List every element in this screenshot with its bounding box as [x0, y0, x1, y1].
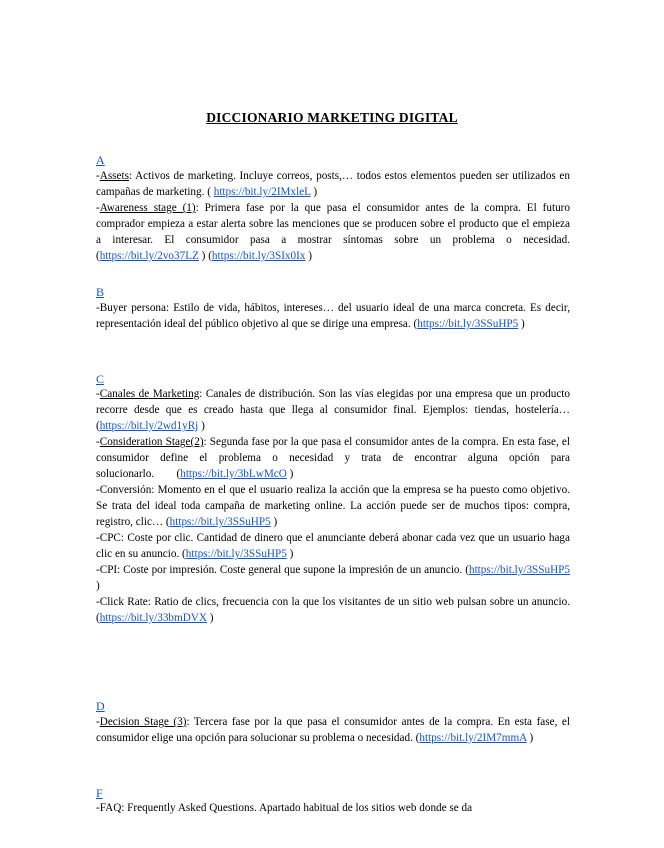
- section-f: [96, 800, 570, 816]
- section-letter-d: D: [96, 699, 105, 713]
- reference-link[interactable]: https://bit.ly/2wd1yRj: [99, 420, 199, 432]
- reference-link[interactable]: https://bit.ly/2IM7mmA: [419, 732, 527, 744]
- reference-link[interactable]: https://bit.ly/3SSuHP5: [417, 318, 519, 330]
- entry-cpc: -CPC: Coste por clic. Cantidad de dinero que el anunciante deberá abonar cada vez que un usuario haga clic en su anuncio. (https://bit.ly/3SSuHP5 ): [96, 532, 570, 560]
- reference-link[interactable]: https://bit.ly/2vo37LZ: [99, 250, 199, 262]
- term: Assets: [99, 170, 129, 182]
- reference-link[interactable]: https://bit.ly/3SSuHP5: [468, 564, 570, 576]
- entry-canales-de-marketing: -Canales de Marketing: Canales de distribución. Son las vías elegidas por una empresa que un producto recorre desde que es creado hasta que llega al consumidor final. Ejemplos: tiendas, hostelería… (https://bit.ly/2wd1yRj ): [96, 388, 570, 432]
- section-b: [96, 300, 570, 332]
- term: Consideration Stage(2): [99, 436, 204, 448]
- section-letter-f: F: [96, 786, 103, 800]
- term: Canales de Marketing: [99, 388, 200, 400]
- reference-link[interactable]: https://bit.ly/3SSuHP5: [185, 548, 287, 560]
- section-letter-c: C: [96, 372, 105, 386]
- section-c: [96, 386, 570, 626]
- term: Awareness stage (1): [99, 202, 196, 214]
- entry-decision-stage: -Decision Stage (3): Tercera fase por la que pasa el consumidor antes de la compra. En esta fase, el consumidor elige una opción para solucionar su problema o necesidad. (https://bit.ly/2IM7mmA ): [96, 716, 570, 744]
- entry-assets: -Assets: Activos de marketing. Incluye correos, posts,… todos estos elementos pueden ser utilizados en campañas de marketing. ( https://bit.ly/2IMxleL ): [96, 170, 570, 198]
- document-title: DICCIONARIO MARKETING DIGITAL: [206, 110, 458, 125]
- entry-consideration-stage: -Consideration Stage(2): Segunda fase por la que pasa el consumidor antes de la compra. En esta fase, el consumidor define el problema o necesidad y trata de encontrar alguna opción para solucionarlo. (https://bit.ly/3bLwMcO ): [96, 436, 570, 480]
- entry-faq: -FAQ: Frequently Asked Questions. Apartado habitual de los sitios web donde se da: [96, 802, 473, 814]
- section-letter-b: B: [96, 285, 105, 299]
- reference-link[interactable]: https://bit.ly/33bmDVX: [99, 612, 207, 624]
- section-letter-a: A: [96, 153, 105, 167]
- term: Decision Stage (3): [99, 716, 187, 728]
- section-a: [96, 168, 570, 264]
- reference-link[interactable]: https://bit.ly/3SSuHP5: [169, 516, 271, 528]
- entry-conversion: -Conversión: Momento en el que el usuario realiza la acción que la empresa se ha puesto como objetivo. Se trata del ideal toda campaña de marketing online. La acción puede ser de muchos tipos: compra, registro, clic… (https://bit.ly/3SSuHP5 ): [96, 484, 570, 528]
- section-d: [96, 714, 570, 746]
- reference-link[interactable]: https://bit.ly/3SIx0Ix: [211, 250, 306, 262]
- entry-cpi: -CPI: Coste por impresión. Coste general que supone la impresión de un anuncio. (https://bit.ly/3SSuHP5 ): [96, 564, 570, 592]
- reference-link[interactable]: https://bit.ly/3bLwMcO: [180, 468, 287, 480]
- entry-awareness-stage: -Awareness stage (1): Primera fase por la que pasa el consumidor antes de la compra. El futuro comprador empieza a estar alerta sobre las menciones que se producen sobre el producto que el empieza a interesar. El consumidor pasa a mostrar síntomas sobre un problema o necesidad. (https://bit.ly/2vo37LZ ) (https://bit.ly/3SIx0Ix ): [96, 202, 570, 262]
- entry-click-rate: -Click Rate: Ratio de clics, frecuencia con la que los visitantes de un sitio web pulsan sobre un anuncio. (https://bit.ly/33bmDVX ): [96, 596, 570, 624]
- reference-link[interactable]: https://bit.ly/2IMxleL: [213, 186, 311, 198]
- entry-buyer-persona: -Buyer persona: Estilo de vida, hábitos, intereses… del usuario ideal de una marca concreta. Es decir, representación ideal del público objetivo al que se dirige una empresa. (https://bit.ly/3SSuHP5 ): [96, 302, 570, 330]
